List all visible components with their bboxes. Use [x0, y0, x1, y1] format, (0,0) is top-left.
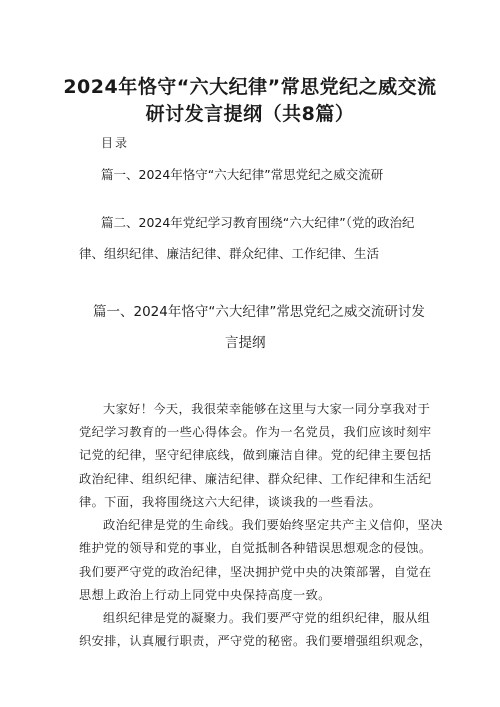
body-line: 政治纪律是党的生命线。我们要始终坚定共产主义信仰，坚决 [103, 518, 443, 532]
body-line: 律。下面，我将围绕这六大纪律，谈谈我的一些看法。 [79, 495, 382, 509]
body-line: 大家好！今天，我很荣幸能够在这里与大家一同分享我对于 [103, 402, 431, 416]
body-line: 组织纪律是党的凝聚力。我们要严守党的组织纪律，服从组 [103, 611, 431, 625]
document-title-line-1: 2024年恪守“六大纪律”常思党纪之威交流 [63, 76, 437, 98]
section-heading-line-1: 篇一、2024年恪守“六大纪律”常思党纪之威交流研讨发 [93, 304, 425, 320]
toc-item-2-line-2[interactable]: 律、组织纪律、廉洁纪律、群众纪律、工作纪律、生活 [79, 246, 380, 261]
body-line: 记党的纪律，坚守纪律底线，做到廉洁自律。党的纪律主要包括 [79, 448, 432, 462]
body-line: 党纪学习教育的一些心得体会。作为一名党员，我们应该时刻牢 [79, 425, 432, 439]
body-line: 织安排，认真履行职责，严守党的秘密。我们要增强组织观念， [79, 634, 432, 648]
section-heading-line-2: 言提纲 [225, 335, 266, 351]
toc-item-2-line-1[interactable]: 篇二、2024年党纪学习教育围绕“六大纪律”（党的政治纪 [101, 215, 415, 230]
document-title-line-2: 研讨发言提纲（共8篇） [145, 103, 355, 125]
body-line: 维护党的领导和党的事业，自觉抵制各种错误思想观念的侵蚀。 [79, 541, 432, 555]
body-line: 政治纪律、组织纪律、廉洁纪律、群众纪律、工作纪律和生活纪 [79, 472, 432, 486]
toc-label: 目录 [101, 136, 130, 150]
toc-item-1[interactable]: 篇一、2024年恪守“六大纪律”常思党纪之威交流研 [101, 167, 384, 182]
body-line: 我们要严守党的政治纪律，坚决拥护党中央的决策部署，自觉在 [79, 565, 432, 579]
body-line: 思想上政治上行动上同党中央保持高度一致。 [79, 588, 331, 602]
